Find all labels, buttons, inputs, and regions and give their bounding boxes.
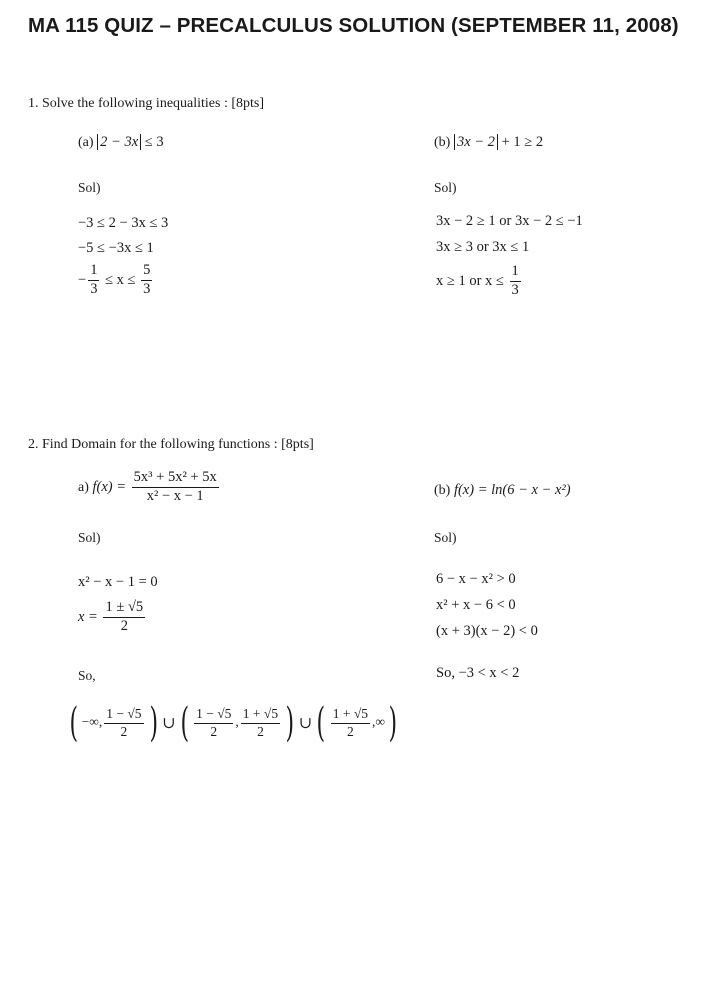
q1a-problem [78, 134, 164, 151]
q1b-step-3 [436, 264, 523, 299]
interval-1-den: 2 [120, 723, 128, 739]
q1a-rest: ≤ 3 [141, 134, 164, 150]
q2b-sol-label: Sol) [434, 530, 457, 545]
interval-2-den-a: 2 [210, 723, 218, 739]
q2b-step-1: 6 − x − x² > 0 [436, 571, 516, 587]
q2a-root-den: 2 [120, 617, 128, 634]
q2a-step-1: x² − x − 1 = 0 [78, 574, 158, 590]
interval-2-num-a: 1 − √5 [194, 707, 233, 724]
interval-2-num-b: 1 + √5 [241, 707, 280, 724]
interval-2-den-b: 2 [257, 723, 264, 739]
question-1-prompt: 1. Solve the following inequalities : [8pts] [28, 96, 265, 111]
q1b-step-3-left: x ≥ 1 or x ≤ [436, 272, 508, 289]
page-title: MA 115 QUIZ – PRECALCULUS SOLUTION (SEPTEMBER 11, 2008) [28, 14, 679, 37]
q2a-problem [78, 470, 221, 505]
interval-3-den: 2 [346, 723, 354, 739]
interval-3-num: 1 + √5 [331, 707, 370, 724]
question-2-prompt: 2. Find Domain for the following functions : [8pts] [28, 437, 314, 452]
q2b-answer: So, −3 < x < 2 [436, 665, 520, 681]
q1b-rest: + 1 ≥ 2 [497, 134, 544, 150]
q1b-abs-expr: 3x − 2 [456, 134, 495, 150]
q1b-frac-num: 1 [510, 264, 521, 282]
q1a-step-3: − $\frac{1}{3}$ ≤ x ≤ $\frac{5}{3}$ [78, 262, 151, 297]
q2a-sol-label: Sol) [78, 530, 101, 545]
union-symbol-2: ∪ [298, 715, 313, 732]
q1a-step-2: −5 ≤ −3x ≤ 1 [78, 240, 154, 256]
q2a-answer-intervals: ( −∞, $\frac{1 - √5}{2}$ ) ∪ ( $\frac{1 - √5}{2}$ , $\frac{1 + √5}{2}$ ) ∪ ( $\frac{1 + √5}{2}$ ,∞) [69, 700, 398, 746]
q2a-numerator: 5x³ + 5x² + 5x [132, 470, 219, 488]
neg-infinity: −∞, [81, 714, 103, 730]
q2a-denominator: x² − x − 1 [146, 487, 204, 504]
q1b-step-2: 3x ≥ 3 or 3x ≤ 1 [436, 239, 530, 255]
pos-infinity: ,∞ [371, 714, 385, 730]
q1a-sol-label: Sol) [78, 180, 101, 195]
q2b-problem [434, 482, 571, 499]
q1b-frac-den: 3 [511, 281, 519, 298]
q2b-step-2: x² + x − 6 < 0 [436, 597, 516, 613]
q2b-label: (b) [434, 483, 451, 498]
q2a-root-num: 1 ± √5 [103, 600, 145, 618]
q2a-label: a) [78, 479, 89, 495]
q2b-expr: f(x) = ln(6 − x − x²) [453, 482, 571, 498]
q1b-step-1: 3x − 2 ≥ 1 or 3x − 2 ≤ −1 [436, 213, 583, 229]
q1b-problem [434, 134, 543, 151]
q1a-abs-expr: 2 − 3x [100, 134, 139, 150]
q1a-step-3-mid: ≤ x ≤ [101, 271, 140, 288]
q1a-step-1: −3 ≤ 2 − 3x ≤ 3 [78, 215, 169, 231]
q2a-step-2-lhs: x = [78, 608, 102, 625]
q2a-so-label: So, [78, 668, 96, 683]
q1b-label: (b) [434, 135, 451, 150]
q1a-label: (a) [78, 135, 94, 150]
q2a-lhs: f(x) = [92, 478, 130, 495]
q1a-frac1-den: 3 [90, 280, 98, 297]
union-symbol-1: ∪ [162, 715, 176, 732]
q2a-step-2 [78, 600, 147, 635]
q2b-step-3: (x + 3)(x − 2) < 0 [436, 623, 538, 639]
interval-2-comma: , [235, 714, 239, 730]
q1b-sol-label: Sol) [434, 180, 457, 195]
q1a-frac2-num: 5 [141, 263, 152, 281]
interval-1-num: 1 − √5 [104, 707, 143, 724]
q1a-frac1-num: 1 [88, 263, 99, 281]
q1a-frac2-den: 3 [143, 280, 151, 297]
